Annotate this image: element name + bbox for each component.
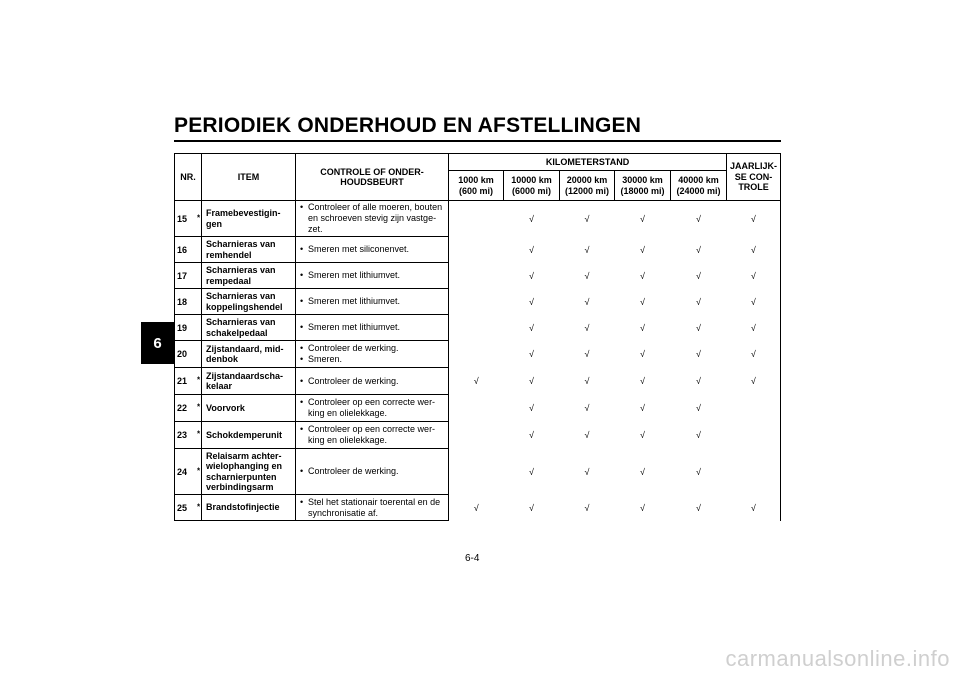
check-mark-icon: √: [584, 213, 590, 224]
table-row: [175, 422, 781, 449]
control-action: [296, 201, 449, 237]
row-number-text: 20: [177, 349, 188, 359]
header-annual: JAARLIJK- SE CON- TROLE: [727, 154, 781, 201]
table-row: [175, 289, 781, 315]
check-mark-icon: √: [529, 403, 534, 413]
bullet-icon: •: [300, 202, 304, 213]
table-row: [175, 495, 781, 521]
check-mark-icon: √: [529, 244, 534, 255]
check-mark-icon: √: [640, 270, 645, 281]
check-mark-icon: √: [750, 270, 756, 281]
item-name: Brandstofinjectie: [202, 495, 296, 521]
check-mark-icon: √: [473, 502, 479, 513]
check-mark-icon: √: [696, 466, 701, 477]
check-mark-icon: √: [584, 466, 590, 477]
check-cell: [560, 341, 615, 368]
check-mark-icon: √: [750, 244, 756, 255]
table-row: [175, 368, 781, 395]
check-cell: [727, 237, 781, 263]
check-mark-icon: √: [696, 322, 701, 333]
check-cell: [615, 395, 671, 422]
check-cell: [615, 341, 671, 368]
check-mark-icon: √: [696, 296, 701, 307]
check-cell: [504, 368, 560, 395]
check-cell: [615, 315, 671, 341]
check-mark-icon: √: [750, 349, 756, 359]
control-text: Smeren met lithiumvet.: [308, 322, 401, 333]
control-action: [296, 315, 449, 341]
check-cell: [727, 289, 781, 315]
item-name: Scharnieras van remhendel: [202, 237, 296, 263]
check-cell: [504, 449, 560, 495]
control-text: Smeren met siliconenvet.: [308, 244, 410, 255]
control-text: Controleer de werking.: [308, 375, 399, 386]
item-name: Scharnieras van koppelingshendel: [202, 289, 296, 315]
check-cell: [727, 395, 781, 422]
check-cell: [727, 449, 781, 495]
control-action: [296, 341, 449, 368]
check-mark-icon: √: [640, 322, 645, 333]
control-text: Smeren met lithiumvet.: [308, 296, 401, 307]
check-mark-icon: √: [529, 270, 534, 281]
check-mark-icon: √: [750, 376, 756, 386]
check-mark-icon: √: [696, 244, 701, 255]
row-number: [175, 289, 202, 315]
bullet-icon: •: [300, 496, 304, 507]
row-number-text: 22: [177, 403, 188, 413]
check-cell: [560, 395, 615, 422]
check-cell: [449, 315, 504, 341]
row-number: [175, 395, 202, 422]
control-text: Controleer de werking.: [308, 466, 399, 477]
title-rule: [174, 140, 781, 142]
check-mark-icon: √: [640, 376, 645, 386]
bullet-icon: •: [300, 244, 304, 255]
check-cell: [615, 422, 671, 449]
bullet-icon: •: [300, 354, 304, 364]
check-cell: [615, 201, 671, 237]
check-cell: [504, 289, 560, 315]
check-mark-icon: √: [696, 270, 701, 281]
check-cell: [727, 341, 781, 368]
check-cell: [449, 395, 504, 422]
check-cell: [671, 237, 727, 263]
control-bullet: [300, 466, 446, 477]
row-number: [175, 201, 202, 237]
check-cell: [671, 422, 727, 449]
check-cell: [449, 449, 504, 495]
table-row: [175, 237, 781, 263]
table-row: [175, 201, 781, 237]
item-name: Scharnieras van schakelpedaal: [202, 315, 296, 341]
check-cell: [727, 495, 781, 521]
control-action: [296, 289, 449, 315]
check-cell: [560, 368, 615, 395]
control-text: Smeren.: [308, 354, 343, 364]
check-mark-icon: √: [696, 349, 701, 359]
header-interval: 10000 km (6000 mi): [504, 171, 560, 201]
check-mark-icon: √: [584, 270, 590, 281]
check-mark-icon: √: [584, 430, 590, 440]
check-mark-icon: √: [529, 296, 534, 307]
check-cell: [727, 263, 781, 289]
check-cell: [504, 263, 560, 289]
check-mark-icon: √: [529, 466, 534, 477]
control-bullet: [300, 244, 446, 255]
row-number: [175, 449, 202, 495]
check-mark-icon: √: [640, 213, 645, 224]
row-number-text: 21: [177, 376, 188, 386]
check-cell: [671, 395, 727, 422]
check-mark-icon: √: [584, 403, 590, 413]
control-bullet: [300, 376, 446, 387]
check-cell: [504, 341, 560, 368]
check-cell: [560, 289, 615, 315]
check-cell: [560, 422, 615, 449]
row-number: [175, 315, 202, 341]
check-mark-icon: √: [750, 213, 756, 224]
check-cell: [504, 395, 560, 422]
control-text: Stel het stationair toerental en de synchronisatie af.: [308, 496, 441, 518]
check-cell: [560, 495, 615, 521]
check-cell: [671, 289, 727, 315]
header-control: CONTROLE OF ONDER- HOUDSBEURT: [296, 154, 449, 201]
check-cell: [615, 237, 671, 263]
control-bullet: [300, 343, 446, 354]
check-cell: [671, 449, 727, 495]
control-text: Controleer op een correcte wer- king en olielekkage.: [308, 424, 436, 445]
control-bullet: [300, 497, 446, 519]
check-mark-icon: √: [473, 376, 479, 386]
check-cell: [449, 341, 504, 368]
item-name: Scharnieras van rempedaal: [202, 263, 296, 289]
header-item: ITEM: [202, 154, 296, 201]
table-row: [175, 341, 781, 368]
check-cell: [615, 368, 671, 395]
check-cell: [727, 422, 781, 449]
row-number-text: 16: [177, 244, 188, 255]
check-mark-icon: √: [750, 502, 756, 513]
control-text: Controleer de werking.: [308, 343, 399, 354]
check-mark-icon: √: [584, 296, 590, 307]
control-action: [296, 495, 449, 521]
control-bullet: [300, 424, 446, 446]
check-cell: [560, 201, 615, 237]
row-number: [175, 341, 202, 368]
check-mark-icon: √: [529, 322, 534, 333]
header-interval: 30000 km (18000 mi): [615, 171, 671, 201]
control-action: [296, 449, 449, 495]
check-cell: [504, 495, 560, 521]
check-mark-icon: √: [584, 502, 590, 513]
header-interval: 20000 km (12000 mi): [560, 171, 615, 201]
row-number-text: 24: [177, 466, 188, 477]
row-number: [175, 368, 202, 395]
check-mark-icon: √: [584, 322, 590, 333]
control-text: Controleer of alle moeren, bouten en schroeven stevig zijn vastge- zet.: [308, 202, 443, 234]
item-name: Schokdemperunit: [202, 422, 296, 449]
check-cell: [504, 315, 560, 341]
control-bullet: [300, 270, 446, 281]
control-bullet: [300, 322, 446, 333]
item-name: Zijstandaard, mid- denbok: [202, 341, 296, 368]
bullet-icon: •: [300, 343, 304, 354]
check-cell: [727, 315, 781, 341]
check-mark-icon: √: [696, 403, 701, 413]
check-cell: [560, 263, 615, 289]
check-cell: [671, 263, 727, 289]
dealer-star: *: [197, 375, 201, 385]
row-number-text: 15: [177, 213, 188, 224]
table-row: [175, 263, 781, 289]
row-number: [175, 263, 202, 289]
check-mark-icon: √: [529, 349, 534, 359]
header-interval: 1000 km (600 mi): [449, 171, 504, 201]
header-nr: NR.: [175, 154, 202, 201]
control-text: Smeren met lithiumvet.: [308, 270, 401, 281]
check-cell: [727, 368, 781, 395]
check-cell: [671, 315, 727, 341]
item-name: Zijstandaardscha- kelaar: [202, 368, 296, 395]
check-cell: [727, 201, 781, 237]
dealer-star: *: [197, 502, 201, 512]
check-mark-icon: √: [640, 502, 645, 513]
header-km-group: KILOMETERSTAND: [449, 154, 727, 171]
check-cell: [671, 341, 727, 368]
bullet-icon: •: [300, 322, 304, 333]
check-mark-icon: √: [750, 296, 756, 307]
dealer-star: *: [197, 429, 201, 439]
table-row: [175, 449, 781, 495]
check-cell: [615, 449, 671, 495]
control-action: [296, 368, 449, 395]
check-mark-icon: √: [696, 213, 701, 224]
check-cell: [504, 422, 560, 449]
check-cell: [449, 237, 504, 263]
check-cell: [560, 315, 615, 341]
row-number-text: 23: [177, 430, 188, 440]
control-action: [296, 395, 449, 422]
check-mark-icon: √: [640, 349, 645, 359]
table-row: [175, 395, 781, 422]
check-cell: [615, 289, 671, 315]
item-name: Voorvork: [202, 395, 296, 422]
check-mark-icon: √: [640, 296, 645, 307]
row-number: [175, 422, 202, 449]
check-cell: [449, 422, 504, 449]
check-cell: [560, 237, 615, 263]
bullet-icon: •: [300, 424, 304, 435]
page-title: PERIODIEK ONDERHOUD EN AFSTELLINGEN: [174, 114, 642, 137]
bullet-icon: •: [300, 296, 304, 307]
row-number-text: 18: [177, 296, 188, 307]
control-bullet: [300, 202, 446, 234]
bullet-icon: •: [300, 397, 304, 408]
dealer-star: *: [197, 213, 201, 223]
row-number-text: 25: [177, 502, 188, 513]
check-mark-icon: √: [584, 349, 590, 359]
watermark: carmanualsonline.info: [725, 646, 950, 671]
control-bullet: [300, 397, 446, 419]
bullet-icon: •: [300, 466, 304, 477]
check-mark-icon: √: [529, 376, 534, 386]
row-number: [175, 237, 202, 263]
row-number: [175, 495, 202, 521]
check-mark-icon: √: [529, 502, 534, 513]
check-cell: [615, 495, 671, 521]
row-number-text: 19: [177, 322, 188, 333]
check-cell: [671, 368, 727, 395]
chapter-tab: 6: [141, 322, 174, 364]
check-cell: [449, 263, 504, 289]
control-bullet: [300, 354, 446, 365]
check-mark-icon: √: [640, 244, 645, 255]
check-cell: [671, 201, 727, 237]
header-interval: 40000 km (24000 mi): [671, 171, 727, 201]
check-mark-icon: √: [750, 322, 756, 333]
check-mark-icon: √: [529, 213, 534, 224]
control-action: [296, 422, 449, 449]
control-bullet: [300, 296, 446, 307]
check-cell: [449, 368, 504, 395]
control-action: [296, 237, 449, 263]
check-cell: [671, 495, 727, 521]
check-cell: [449, 495, 504, 521]
item-name: Framebevestigin- gen: [202, 201, 296, 237]
bullet-icon: •: [300, 270, 304, 281]
check-mark-icon: √: [640, 430, 645, 440]
check-cell: [504, 201, 560, 237]
check-mark-icon: √: [696, 430, 701, 440]
check-mark-icon: √: [696, 376, 701, 386]
check-mark-icon: √: [584, 244, 590, 255]
table-row: [175, 315, 781, 341]
item-name: Relaisarm achter- wielophanging en scharnierpunten verbindingsarm: [202, 449, 296, 495]
check-cell: [615, 263, 671, 289]
check-mark-icon: √: [696, 502, 701, 513]
control-action: [296, 263, 449, 289]
check-mark-icon: √: [640, 403, 645, 413]
check-mark-icon: √: [640, 466, 645, 477]
check-cell: [449, 201, 504, 237]
check-mark-icon: √: [529, 430, 534, 440]
dealer-star: *: [197, 402, 201, 412]
check-cell: [504, 237, 560, 263]
row-number-text: 17: [177, 270, 188, 281]
bullet-icon: •: [300, 375, 304, 386]
page-number: 6-4: [465, 553, 480, 564]
check-mark-icon: √: [584, 376, 590, 386]
maintenance-table: [174, 153, 781, 521]
check-cell: [560, 449, 615, 495]
check-cell: [449, 289, 504, 315]
dealer-star: *: [197, 466, 201, 476]
control-text: Controleer op een correcte wer- king en olielekkage.: [308, 397, 436, 418]
